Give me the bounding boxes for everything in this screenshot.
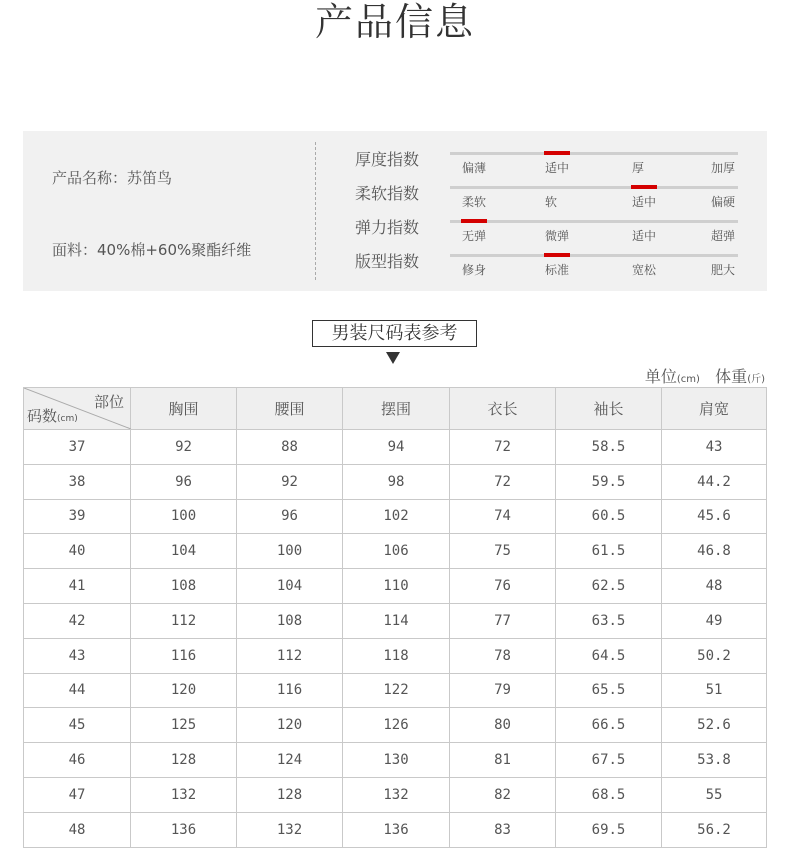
table-row [24,603,767,638]
table-cell: 50.2 [662,638,767,673]
table-cell: 92 [131,430,237,465]
table-cell: 51 [662,673,767,708]
table-cell: 40 [24,534,131,569]
table-cell: 80 [450,708,556,743]
column-header: 袖长 [556,388,662,430]
table-cell: 69.5 [556,812,662,847]
metric-option: 肥大 [711,263,736,277]
unit-cm: (cm) [676,374,700,385]
metric-label: 弹力指数 [355,218,420,237]
column-header: 摆围 [343,388,450,430]
table-cell: 100 [237,534,343,569]
table-cell: 128 [237,777,343,812]
table-cell: 56.2 [662,812,767,847]
metric-option: 无弹 [462,229,487,243]
metric-marker [544,151,570,155]
table-cell: 128 [131,743,237,778]
table-cell: 136 [131,812,237,847]
table-row [24,673,767,708]
table-cell: 100 [131,499,237,534]
table-row [24,430,767,465]
table-cell: 82 [450,777,556,812]
table-cell: 122 [343,673,450,708]
table-cell: 46.8 [662,534,767,569]
metric-row [355,199,767,243]
table-cell: 75 [450,534,556,569]
metric-marker [461,219,487,223]
table-cell: 106 [343,534,450,569]
table-cell: 41 [24,569,131,604]
page-title: 产品信息 [314,0,475,44]
metric-track [450,152,738,155]
column-header: 胸围 [131,388,237,430]
table-cell: 64.5 [556,638,662,673]
column-header: 衣长 [450,388,556,430]
table-cell: 108 [131,569,237,604]
table-cell: 44.2 [662,464,767,499]
size-chart-title: 男装尺码表参考 [312,320,477,347]
unit-label: 单位 [644,367,677,386]
table-cell: 88 [237,430,343,465]
table-cell: 37 [24,430,131,465]
product-info-panel [23,131,767,291]
table-cell: 60.5 [556,499,662,534]
table-row [24,464,767,499]
table-cell: 39 [24,499,131,534]
metric-option: 超弹 [711,229,736,243]
table-cell: 59.5 [556,464,662,499]
table-header-row [24,388,767,430]
table-row [24,569,767,604]
table-cell: 94 [343,430,450,465]
table-cell: 120 [131,673,237,708]
table-cell: 47 [24,777,131,812]
table-cell: 52.6 [662,708,767,743]
table-row [24,812,767,847]
table-row [24,708,767,743]
metric-track [450,254,738,257]
metric-option: 偏薄 [462,161,487,175]
table-cell: 132 [343,777,450,812]
table-cell: 104 [131,534,237,569]
unit-jin: (斤) [747,374,765,385]
metric-row [355,165,767,209]
metric-option: 加厚 [711,161,736,175]
table-cell: 136 [343,812,450,847]
metric-track [450,186,738,189]
table-cell: 62.5 [556,569,662,604]
table-corner-cell [24,388,131,430]
table-cell: 58.5 [556,430,662,465]
table-cell: 38 [24,464,131,499]
table-row [24,777,767,812]
table-cell: 96 [237,499,343,534]
table-cell: 112 [131,603,237,638]
table-cell: 116 [237,673,343,708]
metric-marker [544,253,570,257]
product-fabric: 面料：40%棉+60%聚酯纤维 [52,241,252,259]
product-name: 产品名称：苏笛鸟 [52,169,173,187]
table-cell: 67.5 [556,743,662,778]
table-cell: 132 [237,812,343,847]
corner-size-unit: (cm) [57,414,78,424]
table-cell: 96 [131,464,237,499]
table-cell: 66.5 [556,708,662,743]
table-cell: 53.8 [662,743,767,778]
size-table [23,387,767,848]
table-cell: 92 [237,464,343,499]
table-cell: 114 [343,603,450,638]
table-cell: 76 [450,569,556,604]
metric-option: 标准 [545,263,570,277]
table-cell: 44 [24,673,131,708]
metric-track [450,220,738,223]
table-cell: 49 [662,603,767,638]
column-header: 腰围 [237,388,343,430]
table-cell: 55 [662,777,767,812]
table-cell: 42 [24,603,131,638]
table-row [24,638,767,673]
table-cell: 74 [450,499,556,534]
metric-option: 偏硬 [711,195,736,209]
column-header: 肩宽 [662,388,767,430]
table-cell: 45 [24,708,131,743]
metric-option: 修身 [462,263,487,277]
table-row [24,534,767,569]
table-row [24,499,767,534]
table-cell: 104 [237,569,343,604]
metric-row [355,233,767,277]
table-cell: 120 [237,708,343,743]
corner-size-label [27,405,78,426]
table-cell: 124 [237,743,343,778]
table-cell: 45.6 [662,499,767,534]
table-cell: 118 [343,638,450,673]
table-cell: 130 [343,743,450,778]
metric-option: 宽松 [632,263,657,277]
table-cell: 48 [662,569,767,604]
table-cell: 112 [237,638,343,673]
metric-row [355,131,767,175]
metric-marker [631,185,657,189]
table-cell: 72 [450,464,556,499]
table-cell: 43 [24,638,131,673]
table-cell: 78 [450,638,556,673]
metric-option: 厚 [632,161,645,175]
unit-note [645,364,765,387]
table-cell: 116 [131,638,237,673]
metric-label: 柔软指数 [355,184,420,203]
down-arrow-icon [386,352,400,364]
metric-label: 厚度指数 [355,150,420,169]
table-body [24,430,767,848]
table-cell: 108 [237,603,343,638]
table-cell: 81 [450,743,556,778]
table-cell: 68.5 [556,777,662,812]
table-cell: 63.5 [556,603,662,638]
table-cell: 43 [662,430,767,465]
corner-part-label: 部位 [93,393,124,411]
table-cell: 48 [24,812,131,847]
metric-option: 软 [545,195,558,209]
table-cell: 98 [343,464,450,499]
table-cell: 83 [450,812,556,847]
table-cell: 61.5 [556,534,662,569]
table-row [24,743,767,778]
table-cell: 65.5 [556,673,662,708]
metric-option: 微弹 [545,229,570,243]
metric-option: 柔软 [462,195,487,209]
table-cell: 46 [24,743,131,778]
table-cell: 110 [343,569,450,604]
table-cell: 132 [131,777,237,812]
corner-size-text: 码数 [27,407,58,425]
dashed-divider [315,142,316,280]
table-cell: 125 [131,708,237,743]
table-cell: 102 [343,499,450,534]
table-cell: 126 [343,708,450,743]
metric-label: 版型指数 [355,252,420,271]
metric-option: 适中 [632,195,657,209]
table-cell: 79 [450,673,556,708]
metric-option: 适中 [545,161,570,175]
weight-label: 体重 [715,367,748,386]
table-cell: 77 [450,603,556,638]
table-cell: 72 [450,430,556,465]
metric-option: 适中 [632,229,657,243]
